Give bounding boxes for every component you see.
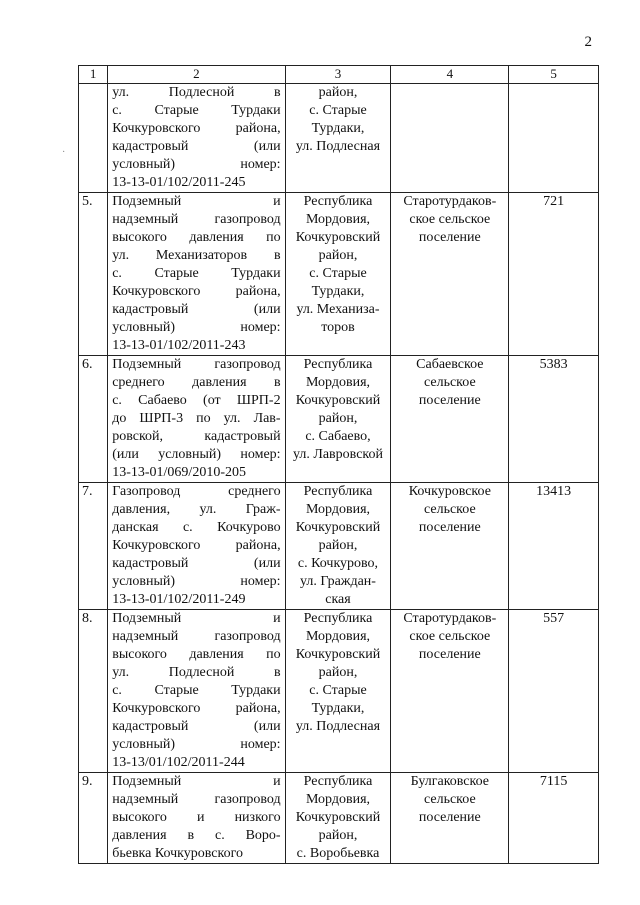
- object-location: [285, 356, 391, 483]
- loc-line: Мордовия,: [305, 502, 371, 517]
- loc-line: Мордовия,: [305, 212, 371, 227]
- settlement-line: Старотурдаков-: [403, 611, 497, 626]
- loc-line: Республика: [303, 194, 373, 209]
- desc-line: высокого и низкого: [112, 810, 281, 825]
- row-number: [79, 193, 108, 356]
- page-number: 2: [584, 34, 592, 50]
- length-value: [509, 610, 599, 773]
- desc-line: давления в с. Воро-: [112, 828, 281, 843]
- table-row: [79, 84, 599, 193]
- desc-line: с. Старые Турдаки: [112, 266, 281, 281]
- loc-line: торов: [321, 320, 355, 335]
- desc-line: 13-13-01/102/2011-243: [112, 338, 246, 353]
- desc-line: Кочкуровского района,: [112, 121, 281, 136]
- desc-line: кадастровый (или: [112, 719, 281, 734]
- settlement: [391, 193, 509, 356]
- desc-line: давления, ул. Граж-: [112, 502, 281, 517]
- desc-line: кадастровый (или: [112, 556, 281, 571]
- table-row: [79, 773, 599, 864]
- loc-line: Республика: [303, 611, 373, 626]
- row-number: [79, 356, 108, 483]
- loc-line: Республика: [303, 484, 373, 499]
- loc-line: Кочкуровский: [295, 393, 381, 408]
- loc-line: с. Сабаево,: [305, 429, 371, 444]
- desc-line: среднего давления в: [112, 375, 281, 390]
- desc-line: 13-13-01/102/2011-249: [112, 592, 246, 607]
- desc-line: 13-13-01/102/2011-245: [112, 175, 246, 190]
- length-value: [509, 356, 599, 483]
- loc-line: ул. Механиза-: [296, 302, 380, 317]
- desc-line: надземный газопровод: [112, 212, 281, 227]
- row-number-text: 8.: [82, 611, 93, 626]
- loc-line: район,: [318, 828, 358, 843]
- length-text: 5383: [539, 357, 568, 372]
- desc-line: условный) номер:: [112, 737, 281, 752]
- object-description: [108, 483, 285, 610]
- desc-line: высокого давления по: [112, 230, 281, 245]
- settlement: [391, 356, 509, 483]
- margin-mark: ·: [62, 147, 66, 158]
- desc-line: условный) номер:: [112, 574, 281, 589]
- table-row: [79, 483, 599, 610]
- object-location: [285, 610, 391, 773]
- desc-line: данская с. Кочкурово: [112, 520, 281, 535]
- desc-line: ул. Механизаторов в: [112, 248, 281, 263]
- length-text: 13413: [536, 484, 572, 499]
- loc-line: район,: [318, 538, 358, 553]
- loc-line: район,: [318, 85, 358, 100]
- row-number: [79, 610, 108, 773]
- header-col-1: 1: [79, 66, 108, 84]
- settlement-line: сельское: [424, 375, 476, 390]
- desc-line: ул. Подлесной в: [112, 665, 281, 680]
- object-description: [108, 610, 285, 773]
- object-description: [108, 193, 285, 356]
- row-number-text: 7.: [82, 484, 93, 499]
- length-value: [509, 84, 599, 193]
- header-row: [79, 66, 599, 84]
- header-col-4: 4: [391, 66, 509, 84]
- desc-line: 13-13-01/069/2010-205: [112, 465, 246, 480]
- row-number-text: 5.: [82, 194, 93, 209]
- object-location: [285, 193, 391, 356]
- length-text: 7115: [539, 774, 568, 789]
- desc-line: Кочкуровского района,: [112, 538, 281, 553]
- settlement-line: Сабаевское: [416, 357, 484, 372]
- table-row: [79, 610, 599, 773]
- length-text: 721: [543, 194, 565, 209]
- desc-line: Подземный и: [112, 194, 281, 209]
- desc-line: (или условный) номер:: [112, 447, 281, 462]
- desc-line: Кочкуровского района,: [112, 701, 281, 716]
- length-value: [509, 483, 599, 610]
- object-description: [108, 84, 285, 193]
- object-location: [285, 84, 391, 193]
- desc-line: Подземный газопровод: [112, 357, 281, 372]
- row-number: [79, 483, 108, 610]
- length-text: 557: [543, 611, 565, 626]
- row-number-text: 9.: [82, 774, 93, 789]
- loc-line: Турдаки,: [311, 701, 365, 716]
- loc-line: Республика: [303, 357, 373, 372]
- desc-line: кадастровый (или: [112, 302, 281, 317]
- table-row: [79, 356, 599, 483]
- desc-line: 13-13/01/102/2011-244: [112, 755, 245, 770]
- settlement-line: поселение: [418, 393, 481, 408]
- desc-line: с. Сабаево (от ШРП-2: [112, 393, 281, 408]
- table-row: [79, 193, 599, 356]
- settlement-line: Кочкуровское: [408, 484, 491, 499]
- row-number: [79, 773, 108, 864]
- settlement: [391, 610, 509, 773]
- desc-line: Кочкуровского района,: [112, 284, 281, 299]
- desc-line: надземный газопровод: [112, 629, 281, 644]
- desc-line: Подземный и: [112, 774, 281, 789]
- loc-line: с. Кочкурово,: [297, 556, 379, 571]
- header-col-2: 2: [108, 66, 285, 84]
- loc-line: район,: [318, 411, 358, 426]
- desc-line: с. Старые Турдаки: [112, 103, 281, 118]
- loc-line: Мордовия,: [305, 375, 371, 390]
- settlement-line: поселение: [418, 520, 481, 535]
- desc-line: надземный газопровод: [112, 792, 281, 807]
- loc-line: Турдаки,: [311, 284, 365, 299]
- loc-line: район,: [318, 665, 358, 680]
- object-description: [108, 773, 285, 864]
- object-description: [108, 356, 285, 483]
- loc-line: Мордовия,: [305, 792, 371, 807]
- desc-line: высокого давления по: [112, 647, 281, 662]
- object-location: [285, 483, 391, 610]
- header-col-3: 3: [285, 66, 391, 84]
- desc-line: до ШРП-3 по ул. Лав-: [112, 411, 281, 426]
- loc-line: с. Старые: [309, 266, 367, 281]
- loc-line: с. Старые: [309, 103, 367, 118]
- loc-line: район,: [318, 248, 358, 263]
- settlement: [391, 773, 509, 864]
- desc-line: ровской, кадастровый: [112, 429, 281, 444]
- desc-line: с. Старые Турдаки: [112, 683, 281, 698]
- desc-line: кадастровый (или: [112, 139, 281, 154]
- object-location: [285, 773, 391, 864]
- length-value: [509, 193, 599, 356]
- loc-line: с. Воробьевка: [296, 846, 380, 861]
- desc-line: Подземный и: [112, 611, 281, 626]
- registry-table: [78, 65, 599, 864]
- settlement-line: поселение: [418, 810, 481, 825]
- loc-line: Республика: [303, 774, 373, 789]
- desc-line: ул. Подлесной в: [112, 85, 281, 100]
- settlement-line: сельское: [424, 502, 476, 517]
- settlement-line: поселение: [418, 647, 481, 662]
- loc-line: Мордовия,: [305, 629, 371, 644]
- desc-line: условный) номер:: [112, 157, 281, 172]
- settlement: [391, 84, 509, 193]
- loc-line: ул. Лавровской: [292, 447, 383, 462]
- length-value: [509, 773, 599, 864]
- loc-line: ул. Подлесная: [295, 719, 381, 734]
- settlement: [391, 483, 509, 610]
- desc-line: бьевка Кочкуровского: [112, 846, 244, 861]
- desc-line: Газопровод среднего: [112, 484, 281, 499]
- loc-line: Кочкуровский: [295, 230, 381, 245]
- loc-line: Кочкуровский: [295, 520, 381, 535]
- loc-line: Турдаки,: [311, 121, 365, 136]
- settlement-line: Булгаковское: [410, 774, 489, 789]
- loc-line: ул. Граждан-: [300, 574, 376, 589]
- settlement-line: поселение: [418, 230, 481, 245]
- row-number-text: 6.: [82, 357, 93, 372]
- settlement-line: сельское: [424, 792, 476, 807]
- desc-line: условный) номер:: [112, 320, 281, 335]
- settlement-line: ское сельское: [409, 629, 491, 644]
- settlement-line: ское сельское: [409, 212, 491, 227]
- row-number: [79, 84, 108, 193]
- loc-line: с. Старые: [309, 683, 367, 698]
- loc-line: ул. Подлесная: [295, 139, 381, 154]
- header-col-5: 5: [509, 66, 599, 84]
- loc-line: Кочкуровский: [295, 647, 381, 662]
- loc-line: ская: [325, 592, 351, 607]
- loc-line: Кочкуровский: [295, 810, 381, 825]
- settlement-line: Старотурдаков-: [403, 194, 497, 209]
